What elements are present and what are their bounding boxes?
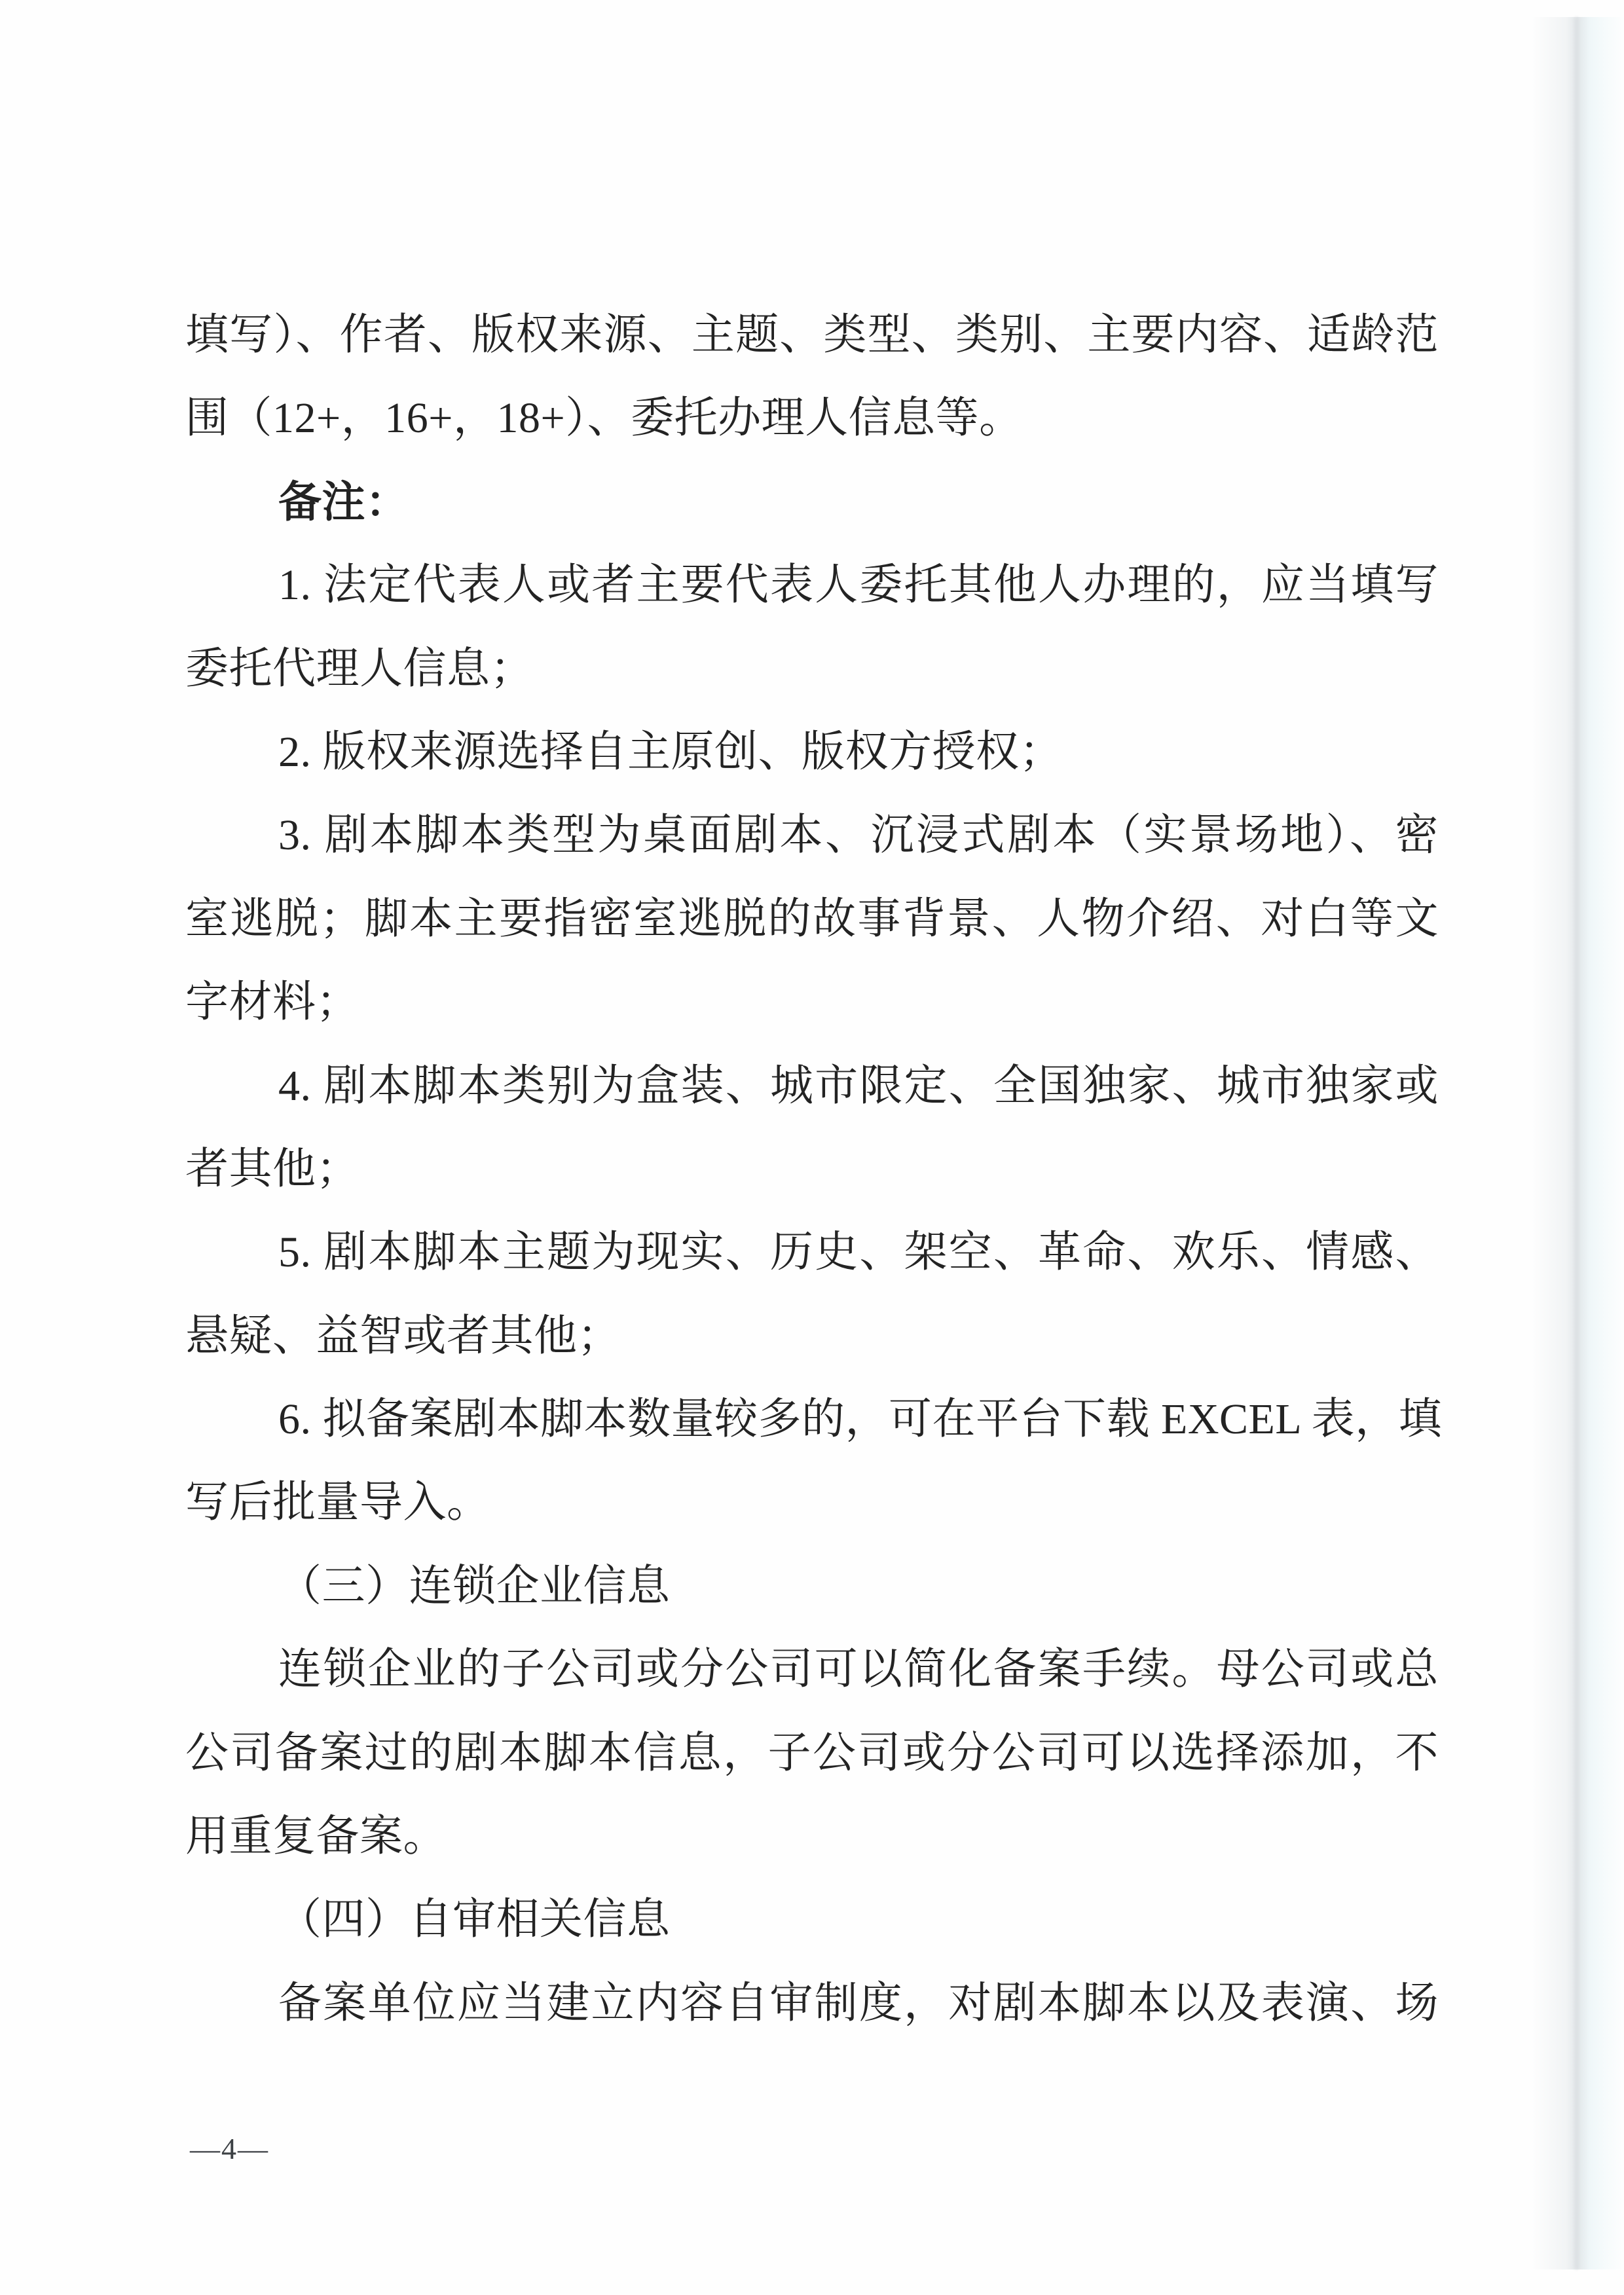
- text-line: 5. 剧本脚本主题为现实、历史、架空、革命、欢乐、情感、: [278, 1228, 1439, 1277]
- text-line: 委托代理人信息；: [185, 644, 534, 693]
- notes-heading: 备注：: [278, 477, 409, 526]
- page-number: —4—: [190, 2132, 269, 2165]
- text-line: 悬疑、益智或者其他；: [185, 1312, 621, 1360]
- text-line: 者其他；: [185, 1145, 360, 1193]
- section-heading-4: （四）自审相关信息: [278, 1896, 671, 1944]
- text-line: 围（12+，16+，18+）、委托办理人信息等。: [185, 394, 1023, 443]
- text-line: 字材料；: [185, 978, 360, 1027]
- text-line: 1. 法定代表人或者主要代表人委托其他人办理的，应当填写: [278, 561, 1439, 610]
- text-line: 4. 剧本脚本类别为盒装、城市限定、全国独家、城市独家或: [278, 1061, 1439, 1110]
- text-line: 室逃脱；脚本主要指密室逃脱的故事背景、人物介绍、对白等文: [185, 894, 1439, 943]
- text-line: 备案单位应当建立内容自审制度，对剧本脚本以及表演、场: [278, 1979, 1439, 2027]
- text-line: 2. 版权来源选择自主原创、版权方授权；: [278, 727, 1063, 776]
- text-line: 3. 剧本脚本类型为桌面剧本、沉浸式剧本（实景场地）、密: [278, 811, 1439, 860]
- page-edge-line: [1574, 17, 1579, 2269]
- section-heading-3: （三）连锁企业信息: [278, 1562, 671, 1610]
- text-line: 连锁企业的子公司或分公司可以简化备案手续。母公司或总: [278, 1645, 1439, 1694]
- document-body: [185, 293, 1443, 2045]
- text-line: 填写）、作者、版权来源、主题、类型、类别、主要内容、适龄范: [185, 311, 1439, 359]
- text-line: 用重复备案。: [185, 1812, 447, 1861]
- text-line: 6. 拟备案剧本脚本数量较多的，可在平台下载 EXCEL 表，填: [278, 1395, 1443, 1444]
- text-line: 公司备案过的剧本脚本信息，子公司或分公司可以选择添加，不: [185, 1729, 1439, 1777]
- text-line: 写后批量导入。: [185, 1478, 490, 1527]
